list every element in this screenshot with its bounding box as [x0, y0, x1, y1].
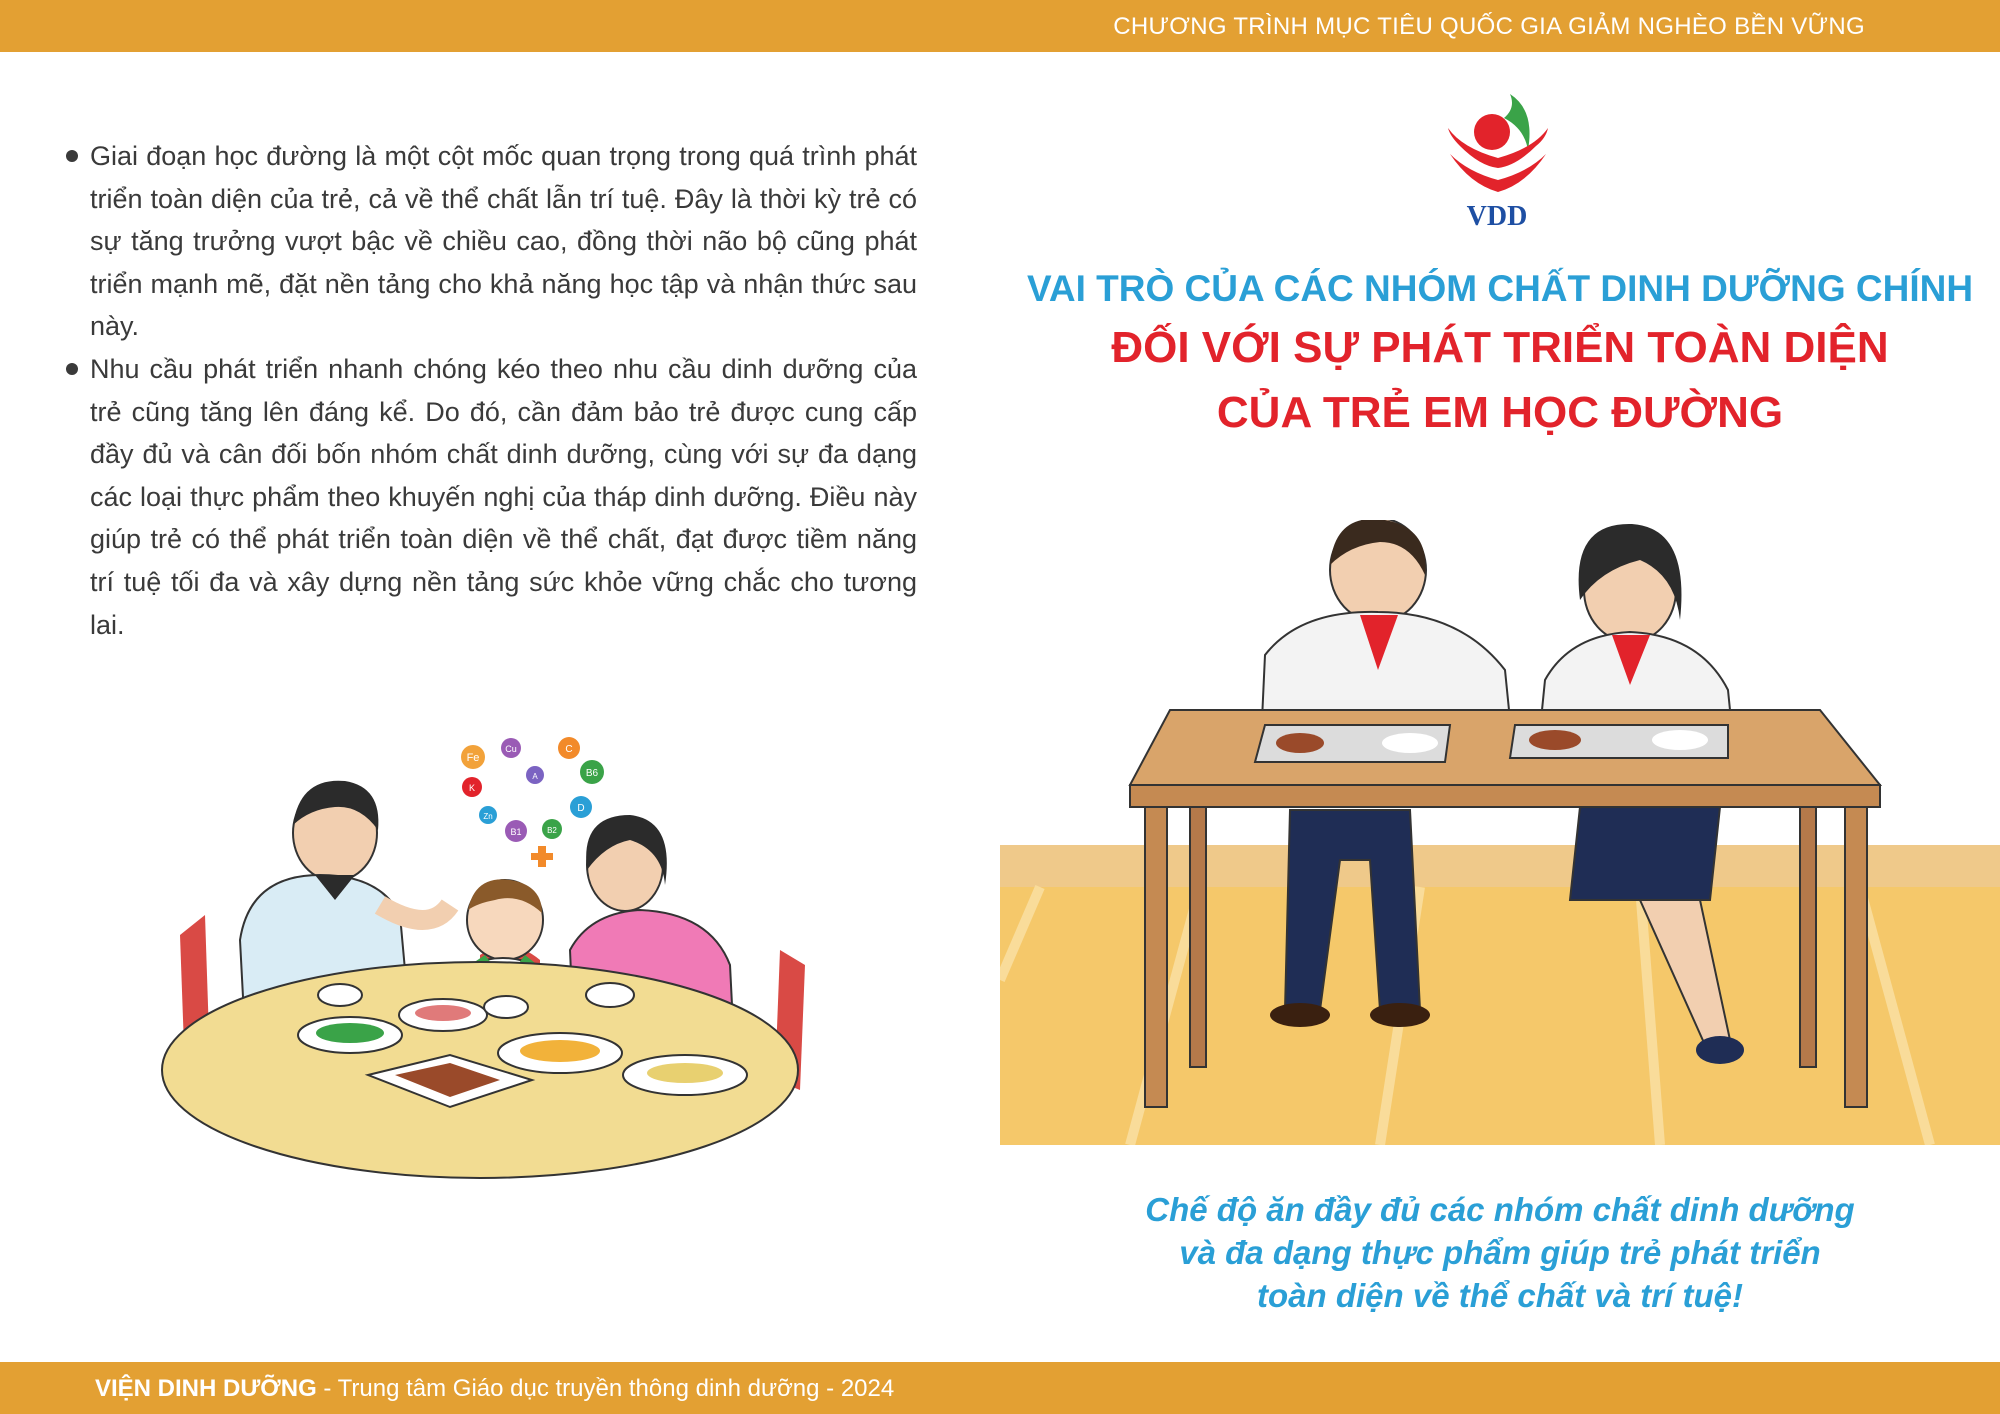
program-title: CHƯƠNG TRÌNH MỤC TIÊU QUỐC GIA GIẢM NGHÈO BỀN VỮNG: [1113, 13, 1865, 40]
plus-icon: [531, 846, 553, 867]
intro-bullet-text: Nhu cầu phát triển nhanh chóng kéo theo nhu cầu dinh dưỡng của trẻ cũng tăng lên đáng kể. Do đó, cần đảm bảo trẻ được cung cấp đầy đủ và cân đối bốn nhóm chất dinh dưỡng, cùng với sự đa dạng các loại thực phẩm theo khuyến nghị của tháp dinh dưỡng. Điều này giúp trẻ có thể phát triển toàn diện về thể chất, đạt được tiềm năng trí tuệ tối đa và xây dựng nền tảng sức khỏe vững chắc cho tương lai.: [90, 353, 917, 640]
svg-text:Fe: Fe: [466, 752, 480, 764]
intro-bullet: [62, 135, 917, 348]
nutrient-bubble-icon: [580, 760, 604, 784]
svg-text:B6: B6: [585, 768, 599, 779]
svg-text:Zn: Zn: [483, 812, 493, 821]
nutrient-bubble-icon: [558, 737, 580, 759]
footer-band: [0, 1362, 2000, 1414]
title-line-3: CỦA TRẺ EM HỌC ĐƯỜNG: [1216, 388, 1784, 437]
nutrient-bubble-icon: [542, 819, 562, 839]
nutrient-bubbles: [461, 737, 604, 867]
school-lunch-illustration: [1000, 520, 2000, 1145]
bullet-dot-icon: [66, 150, 78, 162]
title-line-1: VAI TRÒ CỦA CÁC NHÓM CHẤT DINH DƯỠNG CHÍNH: [1026, 268, 1974, 309]
footer-detail: Trung tâm Giáo dục truyền thông dinh dưỡng - 2024: [337, 1375, 895, 1402]
nutrient-bubble-icon: [570, 796, 592, 818]
svg-text:K: K: [468, 783, 476, 793]
slogan-line-3: toàn diện về thể chất và trí tuệ!: [1257, 1277, 1743, 1314]
svg-text:D: D: [577, 803, 585, 814]
footer-credit: [95, 1375, 894, 1403]
nutrient-bubble-icon: [462, 777, 482, 797]
slogan-line-2: và đa dạng thực phẩm giúp trẻ phát triển: [1179, 1234, 1821, 1271]
intro-bullet-list: [62, 135, 917, 646]
svg-text:C: C: [565, 744, 573, 755]
intro-bullet-text: Giai đoạn học đường là một cột mốc quan trọng trong quá trình phát triển toàn diện của trẻ, cả về thể chất lẫn trí tuệ. Đây là thời kỳ trẻ có sự tăng trưởng vượt bậc về chiều cao, đồng thời não bộ cũng phát triển mạnh mẽ, đặt nền tảng cho khả năng học tập và nhận thức sau này.: [90, 141, 917, 342]
family-meal-illustration: [150, 735, 850, 1180]
svg-text:B1: B1: [510, 827, 522, 837]
svg-text:A: A: [532, 772, 538, 781]
nutrient-bubble-icon: [526, 766, 544, 784]
logo-text: VDD: [1466, 201, 1528, 230]
header-band: [0, 0, 2000, 52]
nutrient-bubble-icon: [461, 745, 485, 769]
vdd-logo: [1440, 88, 1555, 230]
footer-separator: -: [316, 1375, 338, 1402]
nutrient-bubble-icon: [479, 806, 497, 824]
nutrient-bubble-icon: [505, 820, 527, 842]
intro-bullet: [62, 348, 917, 646]
title-line-2: ĐỐI VỚI SỰ PHÁT TRIỂN TOÀN DIỆN: [1111, 323, 1889, 372]
slogan: [1000, 1188, 2000, 1317]
slogan-line-1: Chế độ ăn đầy đủ các nhóm chất dinh dưỡng: [1145, 1191, 1855, 1228]
nutrient-bubble-icon: [501, 738, 521, 758]
footer-org: VIỆN DINH DƯỠNG: [95, 1375, 317, 1402]
svg-text:Cu: Cu: [505, 744, 517, 754]
svg-text:B2: B2: [547, 826, 557, 835]
bullet-dot-icon: [66, 363, 78, 375]
